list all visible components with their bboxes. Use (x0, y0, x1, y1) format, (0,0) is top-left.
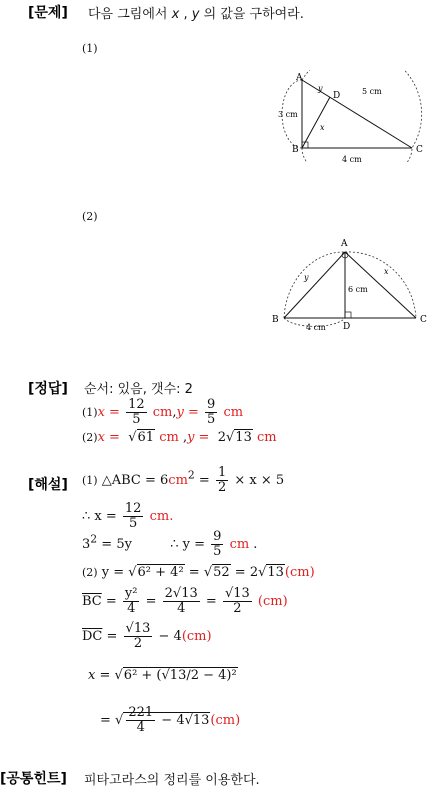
sol-l1-label: (1) (82, 474, 98, 487)
sol-l6-tail: − 4 (158, 629, 182, 644)
sol-l1-b: = (194, 473, 214, 488)
fig2-A: A (341, 239, 348, 249)
figure1-label: (1) (82, 42, 98, 55)
sol-l5-num3: √13 (224, 586, 250, 601)
fig1-D: D (333, 91, 341, 101)
sol-l6-eq: = (102, 629, 122, 644)
sol-l5-unit: (cm) (257, 594, 288, 609)
answer-p2-x-unit: cm (159, 430, 179, 445)
sol-l7-rad: 6² + (√13/2 − 4)² (123, 668, 237, 683)
sol-l3-a: 3 (82, 537, 91, 552)
sol-l8-a: = (100, 713, 116, 728)
answer-p2-y-unit: cm (256, 430, 277, 445)
sol-l6-num: √13 (125, 621, 151, 636)
solution-tag: [해설] (28, 477, 68, 493)
sol-l1-sup: 2 (187, 468, 195, 482)
sol-line5 (82, 587, 288, 616)
sol-l1-num: 1 (217, 465, 227, 480)
answer-p1-label: (1) (82, 406, 98, 419)
sol-l8-den: 4 (136, 720, 145, 735)
comma: , (179, 7, 192, 22)
fig1-C: C (416, 145, 423, 155)
sol-l1-a: △ABC = 6 (101, 473, 169, 488)
answer-p2-y-val: 13 (235, 430, 252, 445)
sol-line3 (82, 530, 257, 559)
sol-l5-eq1: = (101, 594, 121, 609)
answer-line1: 순서: 있음, 갯수: 2 (84, 382, 193, 397)
figure2-label: (2) (82, 210, 98, 223)
fig1-ac: 5 cm (362, 87, 382, 96)
answer-p1 (82, 398, 243, 427)
fig1-B: B (292, 145, 299, 155)
hint-tag: [공통힌트] (0, 771, 67, 787)
sol-l6-unit: (cm) (181, 629, 212, 644)
sol-l1-unit: cm (168, 473, 188, 488)
var-y: y (191, 7, 200, 22)
answer-tag: [정답] (28, 381, 68, 397)
sol-line4 (82, 565, 315, 580)
answer-p2-label: (2) (82, 431, 98, 444)
var-x: x (171, 7, 180, 22)
answer-p2: (2)x = √61 cm ,y = 2√13 cm (82, 430, 277, 445)
fig1-y: y (318, 84, 323, 93)
sol-l5-eq2: = (141, 594, 161, 609)
sol-l6-den: 2 (133, 636, 143, 651)
fig1-ab: 3 cm (278, 110, 298, 119)
sol-l3-d: . (249, 537, 258, 552)
answer-p1-x-unit: cm (152, 405, 173, 420)
sol-l5-num2: 2√13 (164, 586, 198, 601)
fig2-bd: 4 cm (306, 323, 326, 332)
answer-p2-y-coef: 2 (217, 430, 226, 445)
sol-l4-c: = 2√ (230, 565, 267, 580)
problem-text (88, 3, 304, 22)
answer-p2-x: x = (97, 430, 120, 445)
sol-line1 (82, 466, 284, 495)
fig1-A: A (296, 73, 303, 83)
problem-text-pre: 다음 그림에서 (88, 7, 172, 22)
fig1-bc: 4 cm (342, 155, 362, 162)
sol-l3-c: ∴ y = (170, 537, 210, 552)
sol-l4-rad2: 52 (213, 565, 230, 580)
answer-p1-y-unit: cm (223, 405, 244, 420)
sol-l3-num: 9 (213, 529, 222, 544)
sol-l4-b: = √ (184, 565, 213, 580)
figure2-diagram (270, 236, 427, 332)
answer-p1-x-den: 5 (132, 412, 141, 427)
answer-p2-x-val: 61 (137, 430, 155, 445)
sol-l5-seg: $\overline{BC}$ (82, 594, 102, 609)
sol-l5-num1: y² (124, 586, 138, 601)
problem-tag: [문제] (28, 5, 68, 21)
answer-p1-y-num: 9 (207, 397, 216, 412)
fig2-x: x (384, 267, 389, 276)
sol-l2-unit: cm. (149, 509, 174, 524)
problem-text-post: 의 값을 구하여라. (199, 7, 304, 22)
sol-l4-rad: 6² + 4² (137, 565, 184, 580)
sol-l1-den: 2 (217, 480, 227, 495)
sol-line2 (82, 502, 173, 531)
sol-l5-den1: 4 (127, 601, 136, 616)
answer-p1-y-den: 5 (207, 412, 216, 427)
sol-l1-c: × x × 5 (234, 473, 285, 488)
sol-l4-label: (2) (82, 566, 98, 579)
sol-l4-rad3: 13 (267, 565, 284, 580)
sol-l3-sup: 2 (90, 532, 98, 546)
fig1-x: x (320, 123, 325, 132)
sol-line8: = √ $\frac{221}{4}$ − 4√13(cm) (100, 705, 241, 735)
sol-l2-a: ∴ x = (82, 509, 121, 524)
fig2-B: B (272, 315, 279, 325)
fig2-height: 6 cm (348, 285, 368, 294)
answer-p2-y: y = (187, 430, 210, 445)
hint-text: 피타고라스의 정리를 이용한다. (84, 773, 260, 788)
fig2-y: y (304, 273, 309, 282)
sol-l6-seg: $\overline{DC}$ (82, 629, 103, 644)
sol-l5-den3: 2 (233, 601, 242, 616)
sol-l2-num: 12 (124, 501, 142, 516)
answer-p1-x: x = (97, 405, 120, 420)
sol-l8-unit: (cm) (210, 713, 241, 728)
sol-l2-den: 5 (129, 516, 138, 531)
sol-l8-num: 221 (128, 705, 154, 720)
sol-l5-den2: 4 (177, 601, 186, 616)
sol-l5-eq3: = (201, 594, 221, 609)
sol-line6 (82, 622, 212, 651)
answer-p1-sep: , (172, 405, 177, 420)
sol-l8-b: − 4√13 (157, 713, 210, 728)
sol-l3-den: 5 (213, 544, 222, 559)
sol-l4-a: y = √ (101, 565, 137, 580)
sol-l3-unit: cm (229, 537, 250, 552)
sol-l7-a: x = (88, 668, 115, 683)
figure1-diagram (272, 70, 427, 162)
sol-l4-unit: (cm) (284, 565, 315, 580)
fig2-D: D (343, 322, 351, 332)
answer-p1-x-num: 12 (128, 397, 145, 412)
answer-p1-y: y = (176, 405, 199, 420)
fig2-C: C (420, 315, 427, 325)
sol-line7: x = √6² + (√13/2 − 4)² (88, 668, 237, 683)
sol-l3-b: = 5y (97, 537, 132, 552)
